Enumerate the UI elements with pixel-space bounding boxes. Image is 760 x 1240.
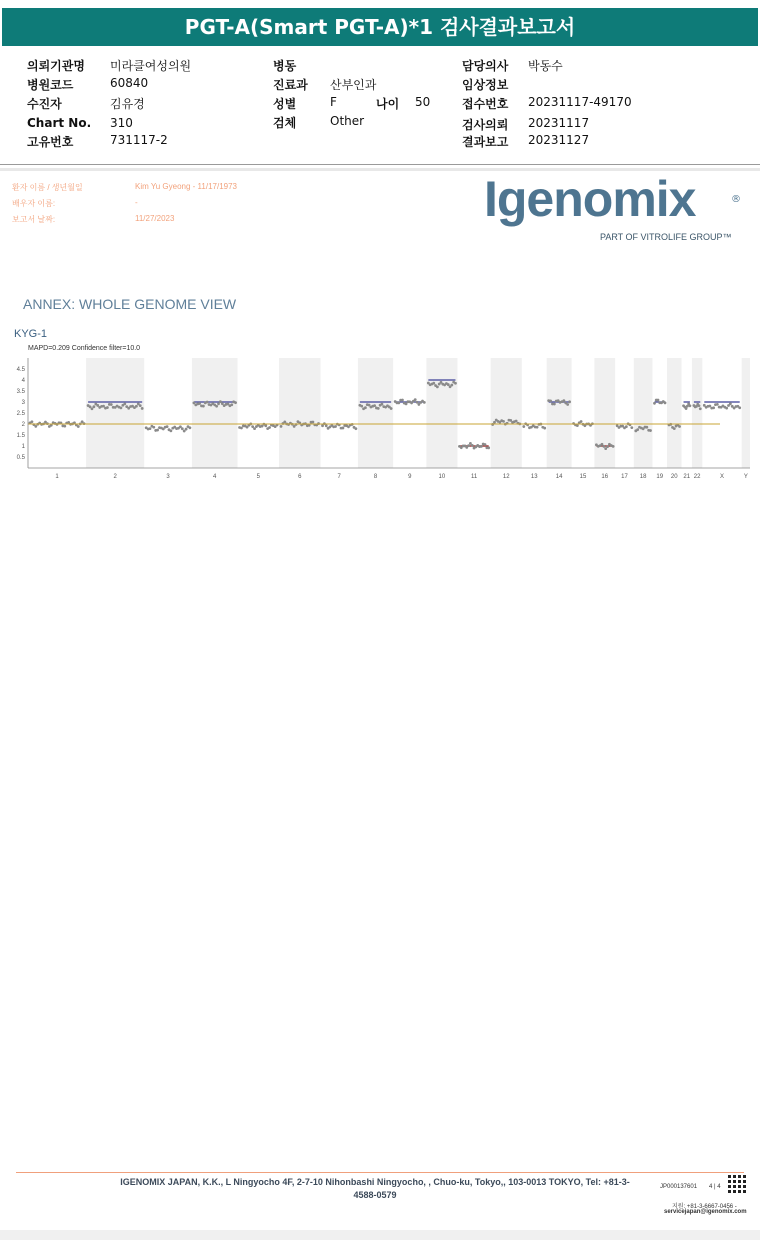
chromosome-band-8	[358, 358, 393, 468]
cnv-point-1	[77, 425, 80, 428]
cnv-point-13	[536, 426, 539, 429]
cnv-point-10	[450, 384, 453, 387]
sex-value: F	[330, 95, 337, 109]
chromosome-band-4	[192, 358, 238, 468]
chromosome-band-Y	[742, 358, 750, 468]
cnv-point-3	[149, 427, 152, 430]
x-tick-label-8: 8	[373, 474, 378, 480]
cnv-point-11	[484, 443, 487, 446]
x-tick-label-2: 2	[113, 474, 117, 480]
cnv-point-9	[423, 401, 426, 404]
footer-email: servicejapan@igenomix.com	[664, 1209, 747, 1215]
unique-no-label: 고유번호	[27, 135, 74, 149]
cnv-point-5	[240, 427, 243, 430]
cnv-point-14	[553, 403, 556, 406]
cnv-point-19	[664, 401, 667, 404]
recipient-label: 수진자	[27, 97, 62, 111]
chromosome-band-18	[634, 358, 653, 468]
report-title: PGT-A(Smart PGT-A)*1 검사결과보고서	[2, 8, 758, 46]
y-tick-label: 2	[21, 422, 25, 428]
cnv-point-2	[135, 405, 138, 408]
cnv-point-1	[31, 420, 34, 423]
hospital-code-value: 60840	[110, 76, 149, 90]
cnv-point-15	[580, 420, 583, 423]
x-tick-label-22: 22	[693, 474, 701, 480]
x-tick-label-19: 19	[656, 474, 664, 480]
cnv-point-2	[141, 407, 144, 410]
cnv-point-4	[198, 402, 201, 405]
cnv-point-16	[601, 443, 604, 446]
x-tick-label-15: 15	[579, 474, 587, 480]
cnv-point-4	[217, 402, 220, 405]
cnv-point-2	[120, 407, 123, 410]
doctor-value: 박동수	[528, 59, 563, 73]
cnv-point-8	[377, 407, 380, 410]
cnv-point-5	[268, 426, 271, 429]
result-date-value: 20231127	[528, 133, 590, 147]
age-value: 50	[415, 95, 431, 109]
y-tick-label: 0.5	[16, 455, 25, 461]
cnv-point-6	[280, 425, 283, 428]
cnv-point-18	[645, 426, 648, 429]
report-date-label: 보고서 날짜:	[12, 215, 56, 224]
cnv-point-11	[471, 444, 474, 447]
doctor-label: 담당의사	[462, 59, 509, 73]
cnv-point-7	[325, 424, 328, 427]
sample-id: KYG-1	[14, 328, 48, 340]
cnv-point-8	[390, 407, 393, 410]
chromosome-band-16	[594, 358, 615, 468]
sex-label: 성별	[273, 97, 297, 111]
cnv-point-X	[716, 403, 719, 406]
cnv-point-18	[649, 429, 652, 432]
logo-registered-mark: ®	[731, 194, 741, 205]
result-date-label: 결과보고	[462, 135, 509, 149]
patient-name-value: Kim Yu Gyeong - 11/17/1973	[135, 182, 237, 191]
cnv-point-3	[156, 429, 159, 432]
igenomix-logo	[484, 171, 744, 248]
department-label: 진료과	[273, 78, 308, 92]
chromosome-band-2	[86, 358, 144, 468]
annex-heading: ANNEX: WHOLE GENOME VIEW	[23, 296, 237, 312]
cnv-point-2	[110, 403, 113, 406]
x-tick-label-21: 21	[683, 474, 691, 480]
cnv-point-8	[364, 406, 367, 409]
cnv-point-3	[181, 427, 184, 430]
cnv-point-9	[405, 402, 408, 405]
footer-page-number: 4 | 4	[709, 1184, 721, 1190]
cnv-point-11	[467, 444, 470, 447]
cnv-point-4	[206, 401, 209, 404]
x-tick-label-20: 20	[670, 474, 678, 480]
spouse-value: -	[135, 198, 138, 207]
x-tick-label-6: 6	[298, 474, 302, 480]
cnv-point-X	[712, 406, 715, 409]
footer-doc-id: JP000137601	[660, 1184, 698, 1190]
cnv-point-X	[738, 406, 741, 409]
footer-divider	[16, 1172, 744, 1173]
cnv-point-12	[515, 420, 518, 423]
x-tick-label-X: X	[719, 474, 724, 480]
x-tick-label-18: 18	[639, 474, 647, 480]
cnv-point-21	[689, 404, 692, 407]
mapd-note: MAPD=0.209 Confidence filter=10.0	[28, 345, 141, 352]
x-tick-label-16: 16	[601, 474, 609, 480]
cnv-point-20	[673, 427, 676, 430]
cnv-point-11	[487, 446, 490, 449]
chromosome-band-22	[692, 358, 702, 468]
department-value: 산부인과	[330, 78, 377, 92]
cnv-point-8	[381, 403, 384, 406]
cnv-point-3	[189, 426, 192, 429]
cnv-point-14	[562, 399, 565, 402]
cnv-point-8	[360, 405, 363, 408]
cnv-point-10	[454, 382, 457, 385]
x-tick-label-14: 14	[555, 474, 563, 480]
chromosome-band-14	[547, 358, 572, 468]
cnv-point-3	[185, 428, 188, 431]
x-tick-label-5: 5	[256, 474, 260, 480]
chromosome-band-6	[279, 358, 320, 468]
cnv-point-X	[729, 402, 732, 405]
cnv-point-4	[230, 403, 233, 406]
cnv-point-4	[202, 405, 205, 408]
cnv-point-5	[264, 424, 267, 427]
cnv-point-3	[169, 429, 172, 432]
logo-wordmark: Igenomix	[484, 171, 696, 227]
cnv-point-22	[699, 407, 702, 410]
cnv-point-13	[543, 427, 546, 430]
y-tick-label: 3.5	[16, 389, 25, 395]
cnv-point-2	[91, 407, 94, 410]
cnv-point-1	[34, 425, 37, 428]
y-tick-label: 1	[21, 444, 25, 450]
cnv-point-3	[152, 426, 155, 429]
cnv-point-10	[436, 385, 439, 388]
cnv-point-19	[653, 402, 656, 405]
cnv-point-18	[636, 428, 639, 431]
x-tick-label-12: 12	[502, 474, 510, 480]
x-tick-label-10: 10	[438, 474, 446, 480]
header-divider	[0, 164, 760, 165]
receipt-no-label: 접수번호	[462, 97, 509, 111]
institution-value: 미라클여성의원	[110, 59, 192, 73]
cnv-point-7	[334, 425, 337, 428]
cnv-point-14	[568, 400, 571, 403]
age-label: 나이	[376, 97, 400, 111]
x-tick-label-11: 11	[470, 474, 478, 480]
cnv-point-17	[625, 425, 628, 428]
cnv-point-15	[576, 424, 579, 427]
cnv-point-4	[219, 400, 222, 403]
cnv-point-4	[215, 405, 218, 408]
logo-tagline: PART OF VITROLIFE GROUP™	[600, 232, 732, 242]
request-date-value: 20231117	[528, 116, 590, 130]
ward-label: 병동	[273, 59, 297, 73]
cnv-point-6	[312, 421, 315, 424]
cnv-point-4	[234, 401, 237, 404]
cnv-point-2	[102, 405, 105, 408]
qr-code-icon	[726, 1173, 746, 1193]
y-tick-label: 4.5	[16, 367, 25, 373]
chromosome-band-12	[491, 358, 522, 468]
cnv-point-22	[698, 404, 701, 407]
unique-no-value: 731117-2	[110, 133, 168, 147]
cnv-point-3	[166, 425, 169, 428]
cnv-point-16	[606, 445, 609, 448]
cnv-point-7	[342, 427, 345, 430]
y-tick-label: 3	[21, 400, 25, 406]
clinical-label: 임상정보	[462, 78, 509, 92]
cnv-point-X	[708, 405, 711, 408]
cnv-point-19	[657, 399, 660, 402]
cnv-point-10	[432, 382, 435, 385]
cnv-point-5	[253, 427, 256, 430]
patient-name-label: 환자 이름 / 생년월일	[12, 183, 83, 192]
specimen-label: 검체	[273, 116, 297, 130]
y-tick-label: 1.5	[16, 433, 25, 439]
receipt-no-value: 20231117-49170	[528, 95, 632, 109]
cnv-point-2	[92, 405, 95, 408]
cnv-point-14	[549, 400, 552, 403]
y-tick-label: 2.5	[16, 411, 25, 417]
cnv-point-20	[678, 425, 681, 428]
x-tick-label-3: 3	[166, 474, 170, 480]
chromosome-band-20	[667, 358, 682, 468]
x-tick-label-17: 17	[621, 474, 628, 480]
cnv-point-13	[522, 425, 525, 428]
cnv-point-9	[397, 401, 400, 404]
chromosome-band-10	[426, 358, 457, 468]
whole-genome-chart	[8, 354, 752, 482]
x-tick-label-4: 4	[213, 474, 217, 480]
cnv-point-16	[602, 445, 605, 448]
spouse-label: 배우자 이름:	[12, 199, 56, 208]
cnv-point-10	[447, 383, 450, 386]
footer-tel: 지원: +81-3-6667-0456 -	[672, 1204, 737, 1210]
x-tick-label-1: 1	[55, 474, 59, 480]
cnv-point-9	[401, 399, 404, 402]
x-tick-label-9: 9	[408, 474, 412, 480]
report-date-value: 11/27/2023	[135, 214, 175, 223]
cnv-point-14	[566, 403, 569, 406]
cnv-point-2	[106, 406, 109, 409]
footer-address: IGENOMIX JAPAN, K.K., L Ningyocho 4F, 2-7-10 Nihonbashi Ningyocho, , Chuo-ku, Tokyo,, 103-0013 TOKYO, Tel: +81-3-4588-0579	[120, 1177, 630, 1200]
cnv-point-12	[502, 420, 505, 423]
chart-no-value: 310	[110, 116, 133, 130]
cnv-point-2	[123, 402, 126, 405]
specimen-value: Other	[330, 114, 365, 128]
cnv-point-11	[480, 445, 483, 448]
cnv-point-7	[354, 427, 357, 430]
cnv-point-1	[63, 425, 66, 428]
cnv-point-X	[725, 407, 728, 410]
cnv-point-9	[416, 401, 419, 404]
chart-no-label: Chart No.	[27, 116, 92, 130]
request-date-label: 검사의뢰	[462, 118, 509, 132]
recipient-value: 김유경	[110, 97, 145, 111]
x-tick-label-7: 7	[337, 474, 341, 480]
x-tick-label-13: 13	[530, 474, 538, 480]
cnv-point-16	[612, 445, 615, 448]
cnv-point-12	[493, 421, 496, 424]
x-tick-label-Y: Y	[743, 474, 748, 480]
cnv-point-17	[630, 426, 633, 429]
y-tick-label: 4	[21, 378, 25, 384]
cnv-point-9	[414, 398, 417, 401]
cnv-point-21	[685, 407, 688, 410]
cnv-point-2	[139, 404, 142, 407]
hospital-code-label: 병원코드	[27, 78, 74, 92]
institution-label: 의뢰기관명	[27, 59, 85, 73]
cnv-point-8	[373, 404, 376, 407]
